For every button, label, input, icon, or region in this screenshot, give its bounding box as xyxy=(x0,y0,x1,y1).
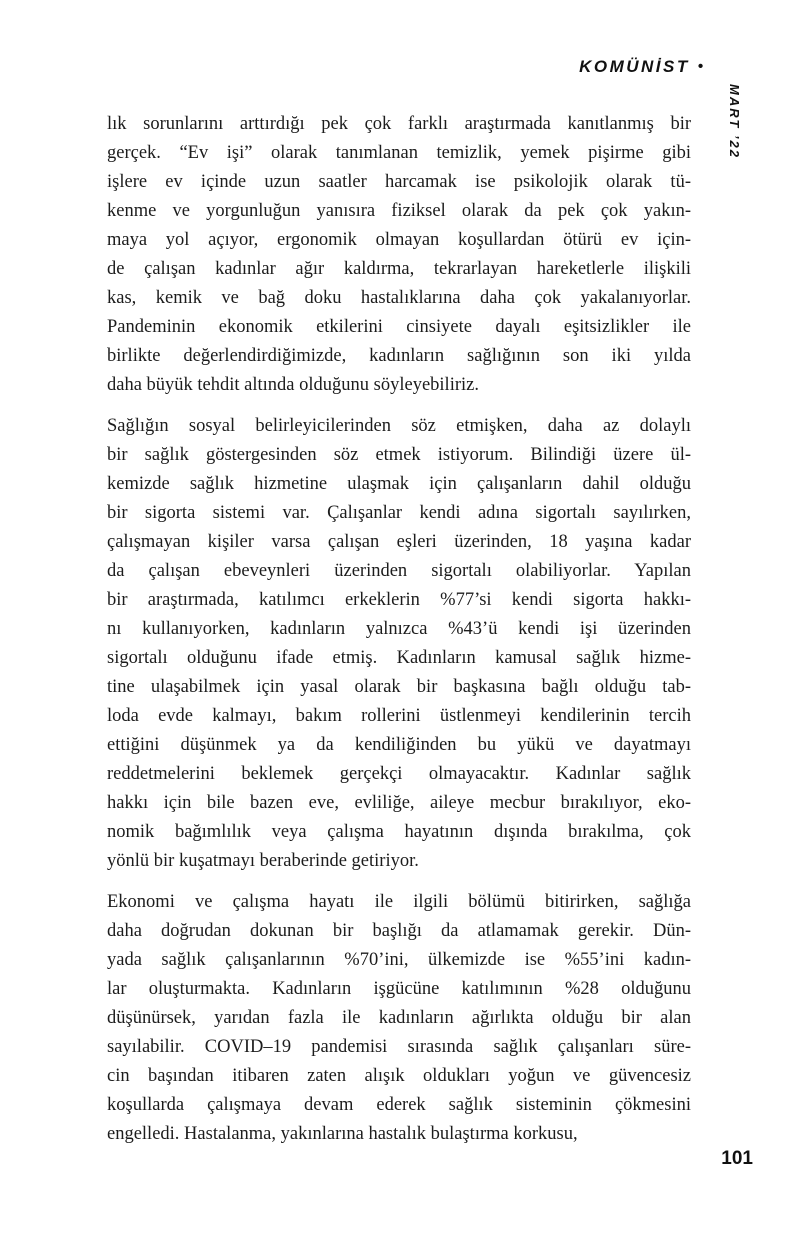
text-line: lar oluşturmakta. Kadınların işgücüne katılımının %28 olduğunu xyxy=(107,979,691,999)
text-line: Ekonomi ve çalışma hayatı ile ilgili bölümü bitirirken, sağlığa xyxy=(107,892,691,912)
paragraph-2 xyxy=(107,412,691,876)
text-line: engelledi. Hastalanma, yakınlarına hastalık bulaştırma korkusu, xyxy=(107,1124,578,1144)
text-line: işlere ev içinde uzun saatler harcamak ise psikolojik olarak tü- xyxy=(107,172,691,192)
text-line: de çalışan kadınlar ağır kaldırma, tekrarlayan hareketlerle ilişkili xyxy=(107,259,691,279)
text-line: yada sağlık çalışanlarının %70’ini, ülkemizde ise %55’ini kadın- xyxy=(107,950,691,970)
text-line: çalışmayan kişiler varsa çalışan eşleri üzerinden, 18 yaşına kadar xyxy=(107,532,691,552)
text-line: Pandeminin ekonomik etkilerini cinsiyete dayalı eşitsizlikler ile xyxy=(107,317,691,337)
text-line: Sağlığın sosyal belirleyicilerinden söz etmişken, daha az dolaylı xyxy=(107,416,691,436)
journal-title: KOMÜNİST xyxy=(579,57,690,76)
text-line: kas, kemik ve bağ doku hastalıklarına daha çok yakalanıyorlar. xyxy=(107,288,691,308)
text-line: lık sorunlarını arttırdığı pek çok farklı araştırmada kanıtlanmış bir xyxy=(107,114,691,134)
text-line: loda evde kalmayı, bakım rollerini üstlenmeyi kendilerinin tercih xyxy=(107,706,691,726)
issue-label: MART ’22 xyxy=(727,84,742,159)
text-line: maya yol açıyor, ergonomik olmayan koşullardan ötürü ev için- xyxy=(107,230,691,250)
text-line: reddetmelerini beklemek gerçekçi olmayacaktır. Kadınlar sağlık xyxy=(107,764,691,784)
text-line: cin başından itibaren zaten alışık oldukları yoğun ve güvencesiz xyxy=(107,1066,691,1086)
text-line: sigortalı olduğunu ifade etmiş. Kadınların kamusal sağlık hizme- xyxy=(107,648,691,668)
text-line: daha doğrudan dokunan bir başlığı da atlamamak gerekir. Dün- xyxy=(107,921,691,941)
paragraph-1 xyxy=(107,110,691,400)
text-line: yönlü bir kuşatmayı beraberinde getiriyor. xyxy=(107,851,419,871)
text-line: hakkı için bile bazen eve, evliliğe, aileye mecbur bırakılıyor, eko- xyxy=(107,793,691,813)
text-line: bir sağlık göstergesinden söz etmek istiyorum. Bilindiği üzere ül- xyxy=(107,445,691,465)
text-line: koşullarda çalışmaya devam ederek sağlık sisteminin çökmesini xyxy=(107,1095,691,1115)
text-line: nomik bağımlılık veya çalışma hayatının dışında bırakılma, çok xyxy=(107,822,691,842)
text-line: birlikte değerlendirdiğimizde, kadınların sağlığının son iki yılda xyxy=(107,346,691,366)
text-line: kenme ve yorgunluğun yanısıra fiziksel olarak da pek çok yakın- xyxy=(107,201,691,221)
text-line: ettiğini düşünmek ya da kendiliğinden bu yükü ve dayatmayı xyxy=(107,735,691,755)
text-line: sayılabilir. COVID–19 pandemisi sırasında sağlık çalışanları süre- xyxy=(107,1037,691,1057)
running-header xyxy=(579,57,703,77)
text-line: nı kullanıyorken, kadınların yalnızca %43’ü kendi işi üzerinden xyxy=(107,619,691,639)
text-line: bir araştırmada, katılımcı erkeklerin %77’si kendi sigorta hakkı- xyxy=(107,590,691,610)
text-line: bir sigorta sistemi var. Çalışanlar kendi adına sigortalı sayılırken, xyxy=(107,503,691,523)
body-text xyxy=(107,110,691,1161)
text-line: da çalışan ebeveynleri üzerinden sigortalı olabiliyorlar. Yapılan xyxy=(107,561,691,581)
text-line: kemizde sağlık hizmetine ulaşmak için çalışanların dahil olduğu xyxy=(107,474,691,494)
text-line: tine ulaşabilmek için yasal olarak bir başkasına bağlı olduğu tab- xyxy=(107,677,691,697)
paragraph-3 xyxy=(107,888,691,1149)
bullet-icon: • xyxy=(697,57,703,75)
page-number: 101 xyxy=(721,1148,753,1169)
text-line: daha büyük tehdit altında olduğunu söyleyebiliriz. xyxy=(107,375,479,395)
text-line: düşünürsek, yarıdan fazla ile kadınların ağırlıkta olduğu bir alan xyxy=(107,1008,691,1028)
text-line: gerçek. “Ev işi” olarak tanımlanan temizlik, yemek pişirme gibi xyxy=(107,143,691,163)
